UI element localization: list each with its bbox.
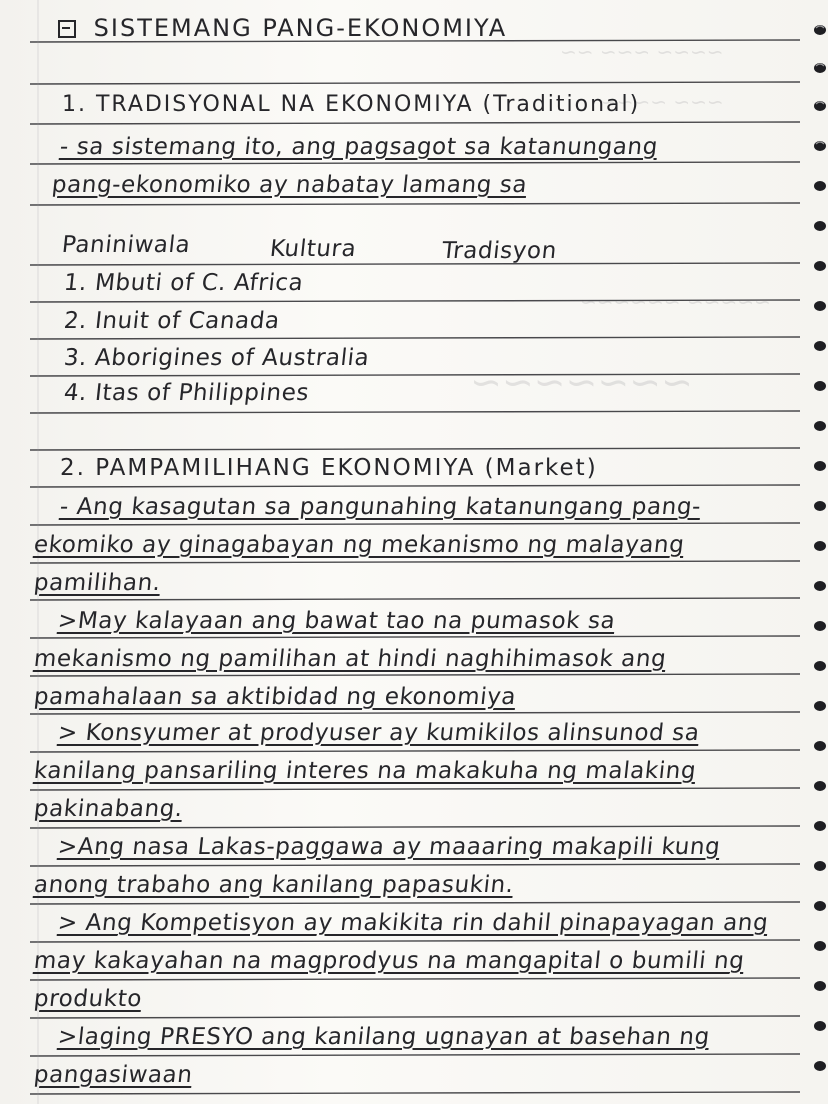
section2-description-line: - Ang kasagutan sa pangunahing katanungang pang- [58, 494, 703, 520]
section1-title: 1. TRADISYONAL NA EKONOMIYA (Traditional) [62, 92, 641, 117]
section2-description-line: pamilihan. [32, 570, 163, 596]
section1-description-line1: - sa sistemang ito, ang pagsagot sa katanungang [58, 134, 660, 160]
bleed-through-marks: ~~~~~ ~~~~~~ [580, 290, 771, 314]
point4-line: > Ang Kompetisyon ay makikita rin dahil pinapayagan ang [56, 910, 770, 936]
bleed-through-marks: ~~~~~~~ [470, 360, 693, 404]
page-title: SISTEMANG PANG-EKONOMIYA [93, 14, 508, 42]
column-tradisyon: Tradisyon [440, 238, 559, 264]
column-kultura: Kultura [268, 236, 358, 262]
point1-line: pamahalaan sa aktibidad ng ekonomiya [32, 684, 518, 710]
spiral-binding [804, 0, 828, 1104]
notebook-checkbox-icon [58, 20, 76, 38]
section2-description-line: ekomiko ay ginagabayan ng mekanismo ng malayang [32, 532, 686, 558]
point5-line: pangasiwaan [32, 1062, 194, 1088]
point3-line: >Ang nasa Lakas-paggawa ay maaaring makapili kung [56, 834, 722, 860]
bleed-through-marks: ~~~ ~~~~ [600, 90, 724, 114]
section2-title: 2. PAMPAMILIHANG EKONOMIYA (Market) [60, 455, 598, 481]
point1-line: >May kalayaan ang bawat tao na pumasok sa [56, 608, 617, 634]
column-paniniwala: Paniniwala [60, 232, 192, 258]
point2-line: kanilang pansariling interes na makakuha ng malaking [32, 758, 698, 784]
point2-line: pakinabang. [32, 796, 185, 822]
point2-line: > Konsyumer at prodyuser ay kumikilos alinsunod sa [56, 720, 701, 746]
section1-description-line2: pang-ekonomiko ay nabatay lamang sa [50, 172, 529, 198]
list-item: 3. Aborigines of Australia [62, 345, 371, 371]
list-item: 2. Inuit of Canada [62, 308, 282, 334]
list-item: 4. Itas of Philippines [62, 380, 311, 406]
bleed-through-marks: ~~~~ ~~~ ~~ [560, 40, 724, 64]
point3-line: anong trabaho ang kanilang papasukin. [32, 872, 516, 898]
point4-line: produkto [32, 986, 144, 1012]
page-heading [58, 14, 507, 42]
point1-line: mekanismo ng pamilihan at hindi naghihimasok ang [32, 646, 668, 672]
point4-line: may kakayahan na magprodyus na mangapital o bumili ng [32, 948, 746, 974]
list-item: 1. Mbuti of C. Africa [62, 270, 305, 296]
point5-line: >laging PRESYO ang kanilang ugnayan at basehan ng [56, 1024, 712, 1050]
